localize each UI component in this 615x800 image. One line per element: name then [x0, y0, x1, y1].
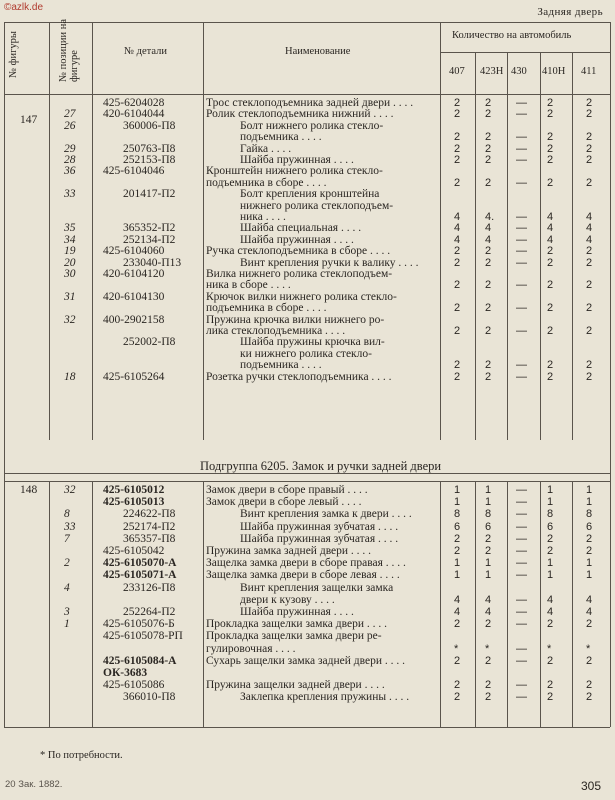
quantity: 2	[547, 131, 554, 144]
quantity: 6	[586, 520, 593, 533]
quantity: —	[516, 654, 527, 667]
quantity: —	[516, 557, 527, 570]
quantity: 4	[485, 222, 492, 235]
part-name: Крючок вилки нижнего ролика стекло-	[206, 290, 397, 303]
part-name: Шайба пружинная зубчатая . . . .	[240, 532, 399, 545]
quantity: 4	[485, 233, 492, 246]
part-name: Шайба пружинная . . . .	[240, 606, 354, 618]
header-fig: № фигуры	[8, 31, 19, 78]
position-number: 32	[64, 484, 76, 496]
position-number: 8	[64, 508, 70, 521]
column-rule	[610, 22, 611, 727]
quantity: 2	[454, 370, 461, 383]
quantity: —	[516, 108, 527, 121]
part-name: Шайба специальная . . . .	[240, 222, 362, 235]
quantity: 2	[586, 142, 593, 155]
quantity: 2	[547, 325, 554, 337]
quantity: —	[516, 256, 527, 269]
part-number: 425-6105078-РП	[103, 630, 183, 643]
quantity: 2	[547, 370, 554, 383]
part-name: Прокладка защелки замка двери . . . .	[206, 618, 387, 631]
part-number: 425-6105013	[103, 496, 165, 509]
quantity: 4	[547, 222, 554, 235]
quantity: 2	[485, 176, 492, 189]
quantity: —	[516, 606, 527, 618]
part-number: ОК-3683	[103, 667, 148, 679]
quantity: *	[454, 642, 459, 655]
quantity: 1	[485, 557, 492, 570]
part-name: Болт нижнего ролика стекло-	[240, 119, 384, 132]
part-name: Пружина защелки задней двери . . . .	[206, 679, 385, 692]
position-number: 36	[64, 165, 76, 178]
part-number: 365357-П8	[123, 532, 176, 545]
quantity: 4	[547, 211, 554, 223]
quantity: —	[516, 545, 527, 557]
quantity: 2	[586, 97, 593, 109]
quantity: 2	[454, 691, 461, 704]
quantity: 2	[485, 256, 492, 269]
watermark: ©azlk.de	[4, 2, 44, 13]
quantity: 2	[547, 654, 554, 667]
part-name: Шайба пружинная . . . .	[240, 233, 354, 246]
table-bottom-rule	[4, 727, 610, 728]
quantity: —	[516, 532, 527, 545]
quantity: 2	[485, 279, 492, 292]
part-name: Защелка замка двери в сборе левая . . . .	[206, 569, 400, 582]
quantity: 2	[547, 108, 554, 121]
quantity: 2	[454, 325, 461, 337]
header-model: 410Н	[542, 66, 566, 77]
part-number: 425-6105070-А	[103, 557, 177, 570]
quantity: —	[516, 520, 527, 533]
part-number: 420-6104120	[103, 268, 165, 280]
footnote: * По потребности.	[40, 750, 123, 761]
quantity: *	[485, 642, 490, 655]
quantity: 2	[586, 302, 593, 315]
part-name: Шайба пружинная зубчатая . . . .	[240, 520, 399, 533]
part-name: подъемника в сборе . . . .	[206, 302, 327, 315]
quantity: —	[516, 211, 527, 223]
position-number: 33	[64, 188, 76, 201]
quantity: 2	[586, 359, 593, 372]
quantity: 1	[586, 557, 593, 570]
quantity: 2	[547, 532, 554, 545]
quantity: 1	[547, 496, 554, 509]
column-rule	[572, 52, 573, 727]
part-number: 252134-П2	[123, 233, 176, 246]
quantity: 2	[547, 359, 554, 372]
quantity: —	[516, 484, 527, 496]
figure-number: 148	[20, 484, 38, 496]
part-name: ки нижнего ролика стекло-	[240, 347, 372, 360]
part-number: 425-6105084-А	[103, 654, 177, 667]
position-number: 1	[64, 618, 70, 631]
quantity: —	[516, 642, 527, 655]
quantity: 2	[586, 108, 593, 121]
quantity: 2	[547, 245, 554, 258]
quantity: —	[516, 142, 527, 155]
quantity: 4	[485, 606, 492, 618]
quantity: 2	[454, 154, 461, 166]
quantity: 2	[454, 108, 461, 121]
quantity: 2	[485, 131, 492, 144]
quantity: 2	[485, 154, 492, 166]
print-info: 20 Зак. 1882.	[5, 779, 63, 790]
part-name: Прокладка защелки замка двери ре-	[206, 630, 382, 643]
quantity: —	[516, 496, 527, 509]
part-number: 233040-П13	[123, 256, 182, 269]
quantity: 1	[454, 557, 461, 570]
column-rule	[440, 22, 441, 727]
header-model: 407	[449, 66, 465, 77]
part-name: Болт крепления кронштейна	[240, 188, 380, 201]
quantity: 2	[547, 142, 554, 155]
part-number: 365352-П2	[123, 222, 176, 235]
quantity: 1	[454, 496, 461, 509]
position-number: 19	[64, 245, 76, 258]
part-name: Замок двери в сборе левый . . . .	[206, 496, 362, 509]
quantity: 2	[547, 679, 554, 692]
quantity: 2	[547, 618, 554, 631]
quantity: 2	[485, 545, 492, 557]
running-head: Задняя дверь	[537, 6, 603, 18]
part-number: 420-6104044	[103, 108, 165, 121]
position-number: 35	[64, 222, 76, 235]
position-number: 33	[64, 520, 76, 533]
quantity: 2	[454, 302, 461, 315]
quantity: 2	[485, 691, 492, 704]
quantity: 2	[547, 154, 554, 166]
quantity: 4.	[485, 211, 495, 223]
quantity: 2	[485, 108, 492, 121]
part-name: Розетка ручки стеклоподъемника . . . .	[206, 370, 392, 383]
column-rule	[92, 22, 93, 727]
part-number: 252153-П8	[123, 154, 176, 166]
quantity: 1	[547, 569, 554, 582]
part-number: 233126-П8	[123, 581, 176, 594]
quantity: 2	[454, 279, 461, 292]
quantity: 1	[586, 496, 593, 509]
column-rule	[203, 22, 204, 727]
position-number: 3	[64, 606, 70, 618]
part-name: Шайба пружинная . . . .	[240, 154, 354, 166]
quantity: —	[516, 370, 527, 383]
quantity: 2	[547, 279, 554, 292]
header-part: № детали	[124, 46, 167, 57]
quantity: 2	[454, 654, 461, 667]
part-name: Гайка . . . .	[240, 142, 292, 155]
quantity: 2	[586, 279, 593, 292]
part-number: 420-6104130	[103, 290, 165, 303]
quantity: —	[516, 176, 527, 189]
part-number: 252002-П8	[123, 336, 176, 349]
position-number: 7	[64, 532, 70, 545]
part-name: Кронштейн нижнего ролика стекло-	[206, 165, 383, 178]
quantity: 4	[454, 233, 461, 246]
quantity: —	[516, 154, 527, 166]
page-number: 305	[580, 779, 601, 793]
quantity: —	[516, 691, 527, 704]
part-name: Замок двери в сборе правый . . . .	[206, 484, 368, 496]
quantity: 2	[586, 325, 593, 337]
quantity: 8	[586, 508, 593, 521]
part-number: 425-6204028	[103, 97, 165, 109]
quantity: —	[516, 679, 527, 692]
quantity: 2	[485, 245, 492, 258]
quantity: 1	[485, 484, 492, 496]
quantity: 2	[586, 131, 593, 144]
quantity: —	[516, 618, 527, 631]
quantity: 2	[454, 359, 461, 372]
part-name: нижнего ролика стеклоподъем-	[240, 199, 394, 212]
table-top-rule	[4, 22, 610, 23]
quantity: *	[547, 642, 552, 655]
part-number: 366010-П8	[123, 691, 176, 704]
quantity: 1	[586, 569, 593, 582]
quantity: 2	[485, 325, 492, 337]
quantity: 2	[485, 532, 492, 545]
position-number: 32	[64, 313, 76, 326]
part-number: 400-2902158	[103, 313, 165, 326]
position-number: 18	[64, 370, 76, 383]
part-name: подъемника . . . .	[240, 131, 322, 144]
quantity: —	[516, 508, 527, 521]
quantity: 2	[547, 97, 554, 109]
quantity: 6	[454, 520, 461, 533]
part-number: 250763-П8	[123, 142, 176, 155]
quantity: —	[516, 131, 527, 144]
quantity: 2	[586, 654, 593, 667]
part-name: Сухарь защелки замка задней двери . . . .	[206, 654, 405, 667]
quantity: 4	[454, 593, 461, 606]
quantity: —	[516, 569, 527, 582]
quantity: 2	[454, 142, 461, 155]
quantity: 2	[586, 691, 593, 704]
quantity: 2	[586, 618, 593, 631]
quantity: 2	[485, 302, 492, 315]
quantity: 2	[586, 245, 593, 258]
part-name: Пружина замка задней двери . . . .	[206, 545, 372, 557]
position-number: 26	[64, 119, 76, 132]
section2-top-rule	[4, 481, 610, 482]
part-number: 425-6104060	[103, 245, 165, 258]
quantity: 4	[454, 606, 461, 618]
quantity: 2	[454, 532, 461, 545]
position-number: 31	[64, 290, 76, 303]
part-number: 224622-П8	[123, 508, 176, 521]
part-number: 425-6105042	[103, 545, 165, 557]
header-qty: Количество на автомобиль	[452, 30, 572, 41]
quantity: 8	[454, 508, 461, 521]
header-model: 423Н	[480, 66, 504, 77]
quantity: —	[516, 245, 527, 258]
quantity: 2	[586, 545, 593, 557]
quantity: 2	[454, 245, 461, 258]
part-number: 252264-П2	[123, 606, 176, 618]
quantity: 2	[454, 97, 461, 109]
quantity: 2	[454, 256, 461, 269]
quantity: 1	[485, 496, 492, 509]
quantity: —	[516, 233, 527, 246]
quantity: 4	[586, 593, 593, 606]
quantity: 6	[485, 520, 492, 533]
quantity: 1	[454, 569, 461, 582]
quantity: 6	[547, 520, 554, 533]
part-name: Винт крепления ручки к валику . . . .	[240, 256, 419, 269]
part-name: Шайба пружины крючка вил-	[240, 336, 385, 349]
quantity: 2	[485, 370, 492, 383]
column-rule	[475, 52, 476, 727]
part-name: двери к кузову . . . .	[240, 593, 335, 606]
part-number: 360006-П8	[123, 119, 176, 132]
part-number: 425-6105012	[103, 484, 165, 496]
position-number: 2	[64, 557, 70, 570]
quantity: —	[516, 222, 527, 235]
quantity: 1	[485, 569, 492, 582]
quantity: 4	[586, 222, 593, 235]
part-name: лика стеклоподъемника . . . .	[206, 325, 346, 337]
part-name: Ручка стеклоподъемника в сборе . . . .	[206, 245, 391, 258]
column-rule	[49, 22, 50, 727]
quantity: 2	[454, 176, 461, 189]
quantity: 4	[454, 222, 461, 235]
quantity: —	[516, 279, 527, 292]
part-name: Винт крепления замка к двери . . . .	[240, 508, 412, 521]
quantity: 4	[547, 606, 554, 618]
quantity: 4	[454, 211, 461, 223]
quantity: 2	[586, 679, 593, 692]
position-number: 27	[64, 108, 76, 121]
quantity: 2	[586, 176, 593, 189]
quantity: 2	[586, 154, 593, 166]
part-name: подъемника . . . .	[240, 359, 322, 372]
quantity: 2	[586, 370, 593, 383]
quantity: 2	[485, 654, 492, 667]
part-name: Пружина крючка вилки нижнего ро-	[206, 313, 385, 326]
header-pos: № позиции на фигуре	[58, 18, 80, 82]
column-rule	[4, 22, 5, 727]
quantity: 2	[454, 679, 461, 692]
position-number: 29	[64, 142, 76, 155]
quantity: —	[516, 97, 527, 109]
quantity: —	[516, 325, 527, 337]
column-rule	[507, 52, 508, 727]
quantity: 1	[454, 484, 461, 496]
qty-header-rule	[440, 52, 610, 53]
part-number: 425-6105071-А	[103, 569, 177, 582]
part-name: подъемника в сборе . . . .	[206, 176, 327, 189]
quantity: 4	[547, 593, 554, 606]
part-number: 252174-П2	[123, 520, 176, 533]
part-name: Заклепка крепления пружины . . . .	[240, 691, 410, 704]
quantity: 4	[547, 233, 554, 246]
quantity: 2	[547, 256, 554, 269]
column-rule	[540, 52, 541, 727]
part-name: Ролик стеклоподъемника нижний . . . .	[206, 108, 394, 121]
quantity: 2	[454, 131, 461, 144]
quantity: 2	[485, 679, 492, 692]
position-number: 34	[64, 233, 76, 246]
header-model: 411	[581, 66, 597, 77]
header-bottom-rule	[4, 94, 610, 95]
header-name: Наименование	[285, 46, 351, 57]
part-name: Трос стеклоподъемника задней двери . . . .	[206, 97, 414, 109]
quantity: —	[516, 302, 527, 315]
quantity: 4	[586, 211, 593, 223]
quantity: 4	[586, 606, 593, 618]
quantity: 1	[586, 484, 593, 496]
position-number: 4	[64, 581, 70, 594]
header-model: 430	[511, 66, 527, 77]
quantity: 2	[547, 691, 554, 704]
quantity: 2	[586, 532, 593, 545]
part-name: Винт крепления защелки замка	[240, 581, 394, 594]
figure-number: 147	[20, 114, 38, 126]
part-name: Вилка нижнего ролика стеклоподъем-	[206, 268, 393, 280]
quantity: 2	[454, 618, 461, 631]
position-number: 30	[64, 268, 76, 280]
position-number: 20	[64, 256, 76, 269]
quantity: 1	[547, 484, 554, 496]
quantity: 8	[485, 508, 492, 521]
part-number: 425-6105086	[103, 679, 165, 692]
part-name: ника . . . .	[240, 211, 286, 223]
quantity: 2	[485, 359, 492, 372]
quantity: 4	[485, 593, 492, 606]
quantity: 4	[586, 233, 593, 246]
position-number: 28	[64, 154, 76, 166]
quantity: 8	[547, 508, 554, 521]
part-number: 425-6105076-Б	[103, 618, 175, 631]
quantity: 2	[485, 618, 492, 631]
part-name: ника в сборе . . . .	[206, 279, 291, 292]
quantity: 2	[547, 302, 554, 315]
quantity: *	[586, 642, 591, 655]
quantity: 2	[485, 97, 492, 109]
quantity: —	[516, 593, 527, 606]
part-number: 425-6105264	[103, 370, 165, 383]
quantity: 2	[586, 256, 593, 269]
quantity: 2	[547, 545, 554, 557]
quantity: 2	[485, 142, 492, 155]
part-number: 201417-П2	[123, 188, 176, 201]
part-name: Защелка замка двери в сборе правая . . . .	[206, 557, 406, 570]
quantity: 2	[547, 176, 554, 189]
part-name: гулировочная . . . .	[206, 642, 296, 655]
quantity: 2	[454, 545, 461, 557]
quantity: —	[516, 359, 527, 372]
quantity: 1	[547, 557, 554, 570]
part-number: 425-6104046	[103, 165, 165, 178]
subgroup-title: Подгруппа 6205. Замок и ручки задней двери	[200, 459, 442, 473]
